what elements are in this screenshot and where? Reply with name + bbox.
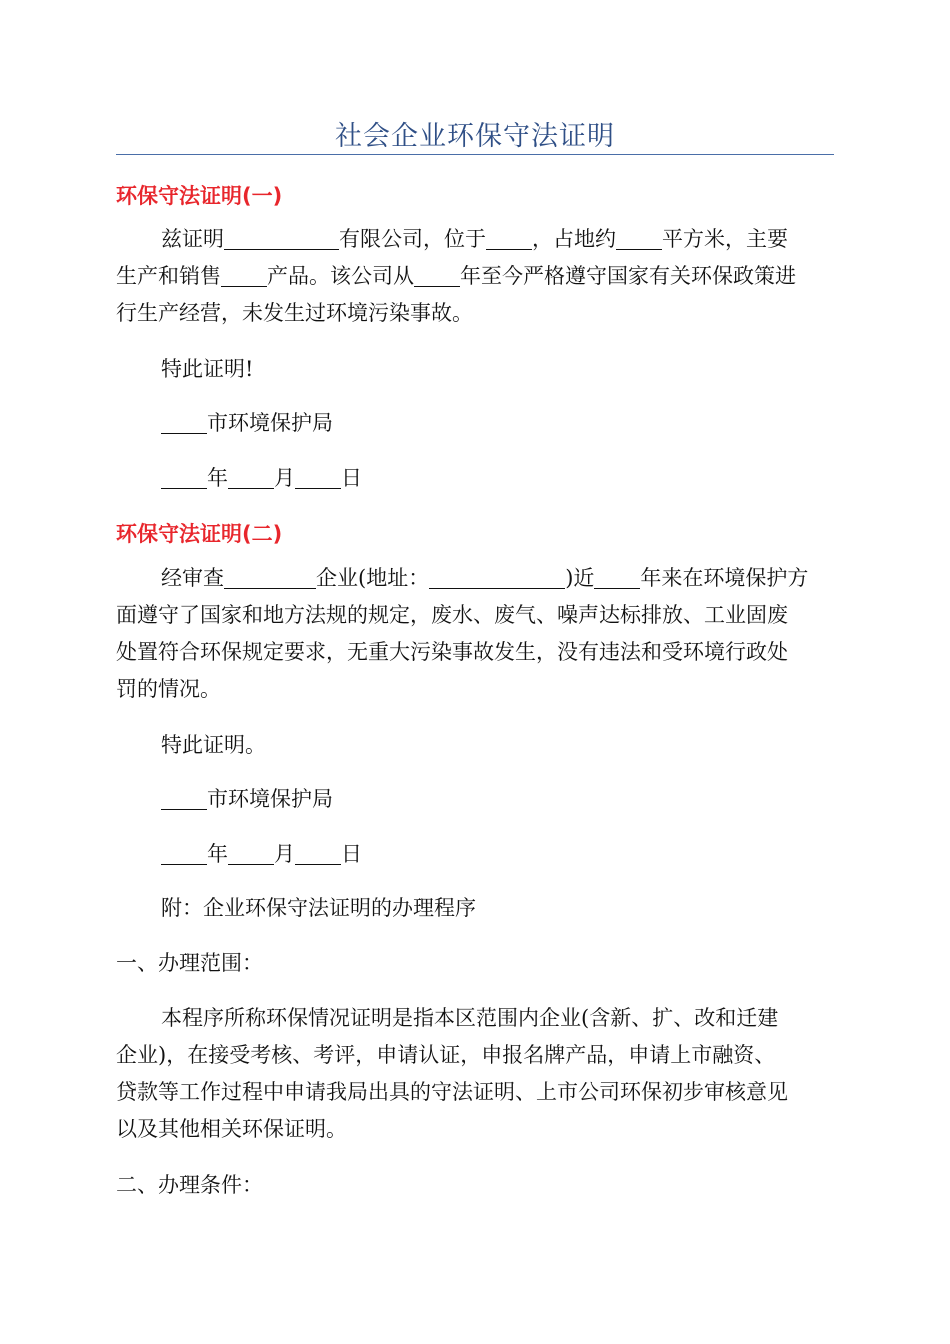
s2-para-line-2: 面遵守了国家和地方法规的规定，废水、废气、噪声达标排放、工业固废 — [116, 603, 788, 627]
conditions-heading: 二、办理条件： — [116, 1173, 263, 1197]
product-blank — [221, 260, 267, 287]
document-title: 社会企业环保守法证明 — [335, 121, 615, 152]
s2-para-line-3: 处置符合环保规定要求，无重大污染事故发生，没有违法和受环境行政处 — [116, 640, 788, 664]
city-blank — [161, 407, 207, 434]
scope-line-3: 贷款等工作过程中申请我局出具的守法证明、上市公司环保初步审核意见 — [116, 1080, 788, 1104]
location-blank — [486, 223, 532, 250]
years-blank — [594, 562, 640, 589]
s1-para-line-3: 行生产经营，未发生过环境污染事故。 — [116, 301, 473, 325]
section-2-heading: 环保守法证明(二) — [116, 522, 283, 546]
company-name-blank — [224, 223, 339, 250]
s1-date: 年 月 日 — [161, 460, 881, 496]
scope-line-2: 企业)，在接受考核、考评，申请认证，申报名牌产品，申请上市融资、 — [116, 1043, 776, 1067]
section-1-heading: 环保守法证明(一) — [116, 184, 283, 208]
s1-para-line-1: 兹证明 有限公司，位于 ，占地约 平方米，主要 — [161, 221, 881, 257]
scope-line-4: 以及其他相关环保证明。 — [116, 1117, 347, 1141]
s2-para-line-1: 经审查 企业(地址： )近 年来在环境保护方 — [161, 560, 881, 596]
title-divider — [116, 154, 834, 155]
s2-agency: 市环境保护局 — [161, 781, 881, 817]
scope-line-1: 本程序所称环保情况证明是指本区范围内企业(含新、扩、改和迁建 — [161, 1006, 779, 1030]
appendix-line: 附：企业环保守法证明的办理程序 — [161, 896, 476, 920]
year-from-blank — [414, 260, 460, 287]
s2-closing: 特此证明。 — [161, 733, 266, 757]
s1-agency: 市环境保护局 — [161, 405, 881, 441]
s2-para-line-4: 罚的情况。 — [116, 677, 221, 701]
s2-date: 年 月 日 — [161, 836, 881, 872]
s1-para-line-2: 生产和销售 产品。该公司从 年至今严格遵守国家有关环保政策进 — [116, 258, 836, 294]
area-blank — [616, 223, 662, 250]
scope-heading: 一、办理范围： — [116, 951, 263, 975]
enterprise-name-blank — [224, 562, 316, 589]
s1-closing: 特此证明! — [161, 357, 254, 381]
address-blank — [429, 562, 565, 589]
city-blank — [161, 783, 207, 810]
